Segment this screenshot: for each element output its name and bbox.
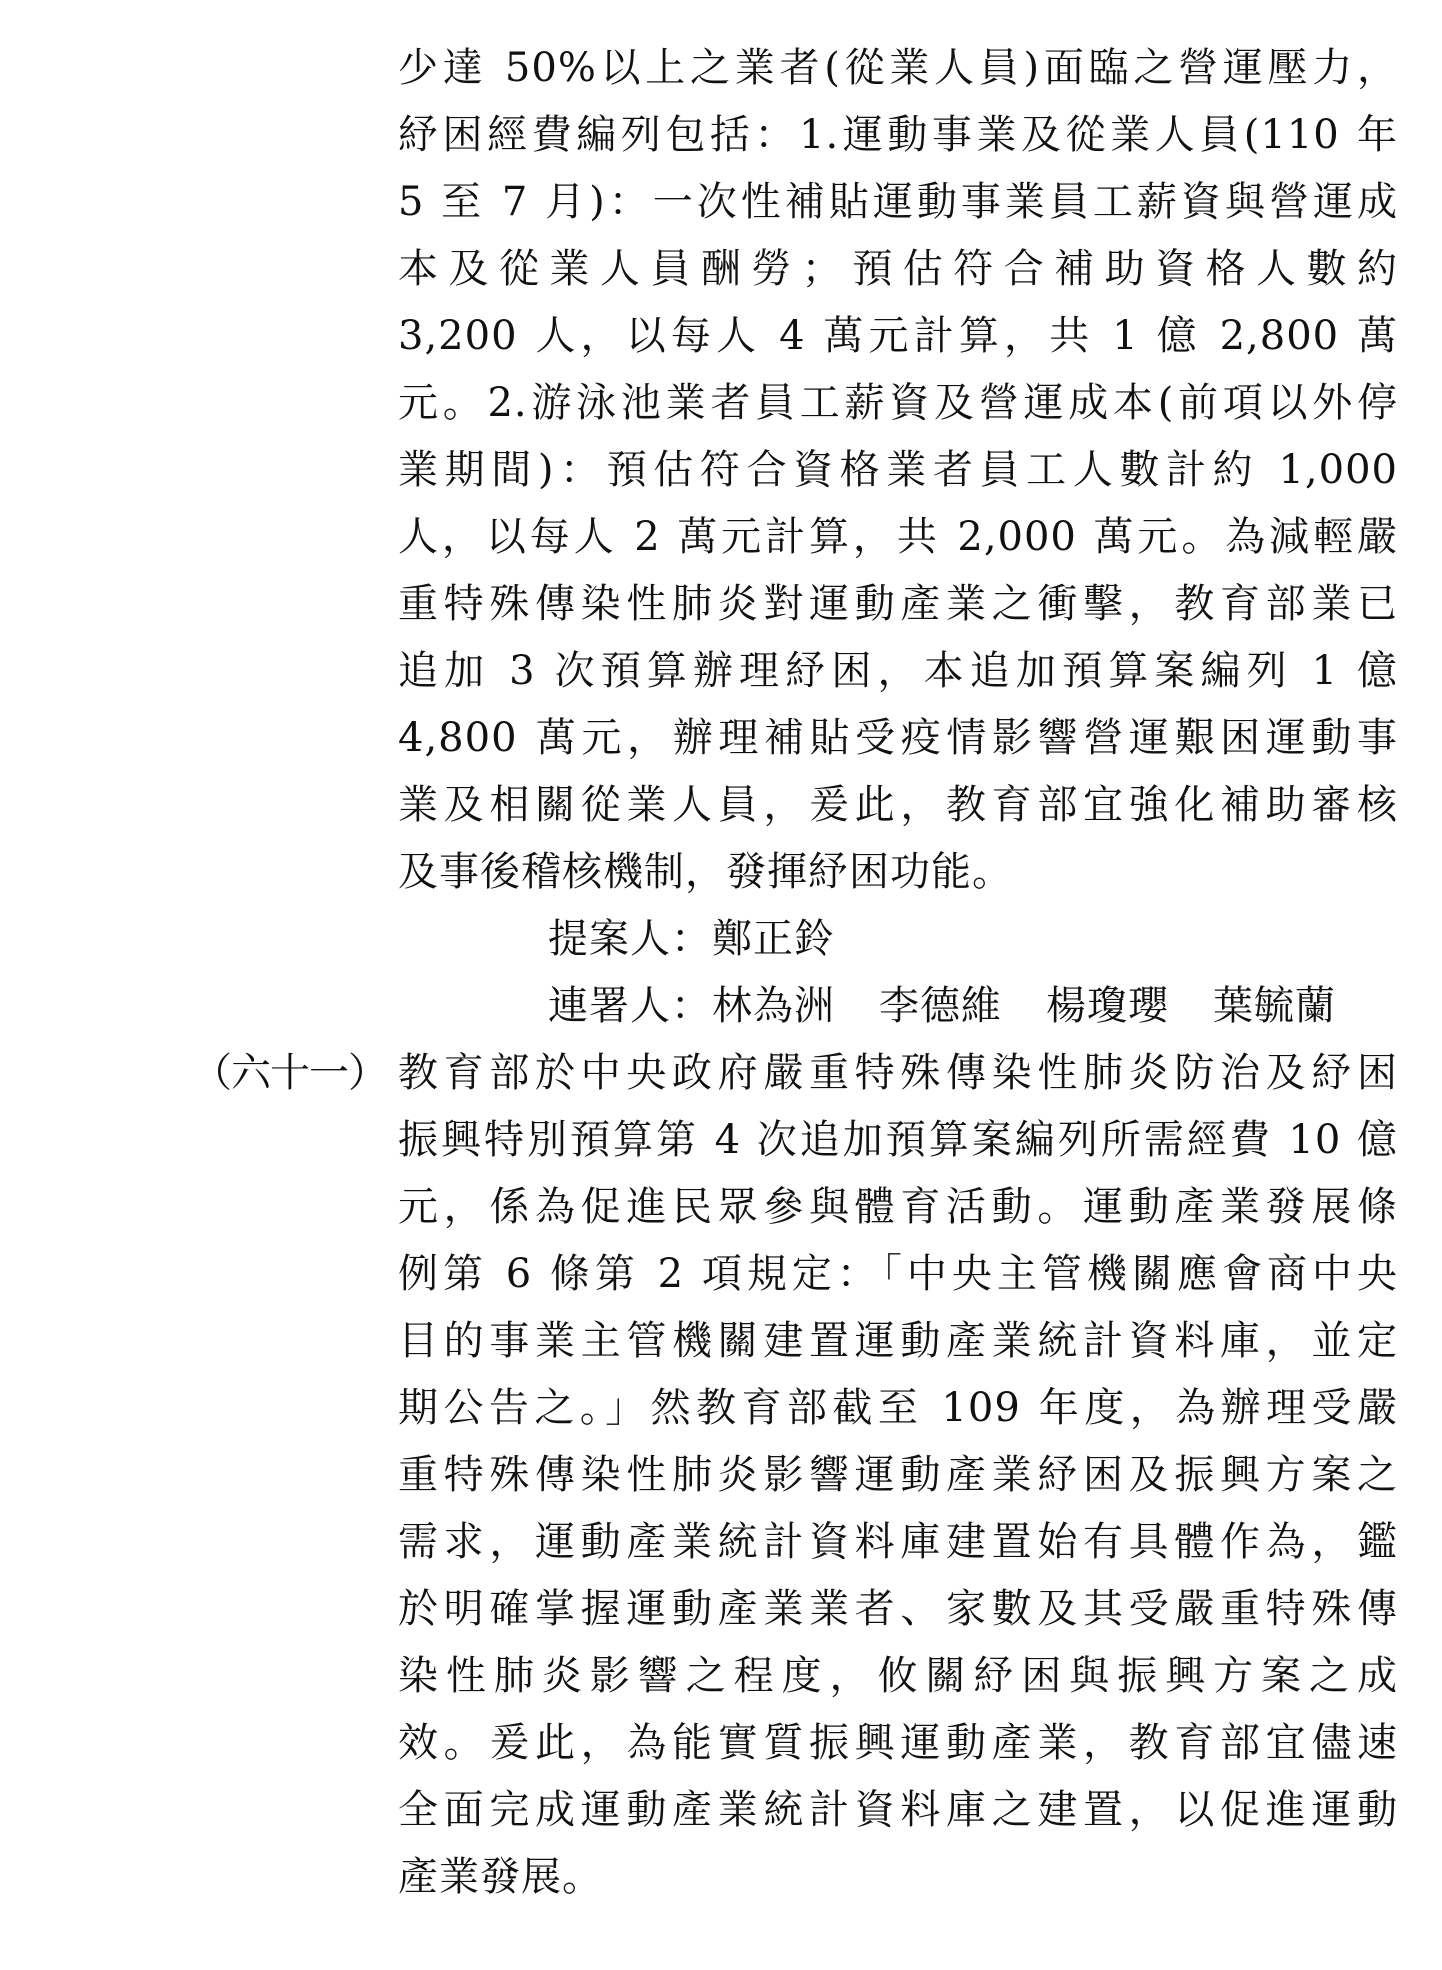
paragraph-line: 目的事業主管機關建置運動產業統計資料庫，並定 — [398, 1318, 1398, 1364]
paragraph-line: 需求，運動產業統計資料庫建置始有具體作為，鑑 — [398, 1519, 1398, 1565]
cosigner-name: 楊瓊瓔 — [1046, 983, 1169, 1029]
proposer-name: 鄭正鈴 — [712, 916, 835, 962]
proposer-line — [548, 905, 1398, 973]
paragraph-line: 產業發展。 — [398, 1854, 603, 1900]
paragraph-line: 振興特別預算第 4 次追加預算案編列所需經費 10 億 — [398, 1117, 1398, 1163]
paragraph-line: 染性肺炎影響之程度，攸關紓困與振興方案之成 — [398, 1653, 1398, 1699]
paragraph-line: 業期間)：預估符合資格業者員工人數計約 1,000 — [398, 447, 1398, 493]
paragraph-line: 期公告之。」然教育部截至 109 年度，為辦理受嚴 — [398, 1385, 1398, 1431]
paragraph-line: 3,200 人，以每人 4 萬元計算，共 1 億 2,800 萬 — [398, 313, 1398, 359]
paragraph-line: 本及從業人員酬勞；預估符合補助資格人數約 — [398, 246, 1398, 292]
paragraph-line: 少達 50%以上之業者(從業人員)面臨之營運壓力， — [398, 45, 1398, 91]
paragraph-line: 重特殊傳染性肺炎對運動產業之衝擊，教育部業已 — [398, 581, 1398, 627]
cosigners-line — [548, 972, 1398, 1040]
paragraph-line: 例第 6 條第 2 項規定：「中央主管機關應會商中央 — [398, 1251, 1398, 1297]
paragraph-line: 教育部於中央政府嚴重特殊傳染性肺炎防治及紓困 — [398, 1050, 1398, 1096]
paragraph-line: 4,800 萬元，辦理補貼受疫情影響營運艱困運動事 — [398, 715, 1398, 761]
item-number-label: （六十一） — [192, 1050, 387, 1096]
proposer-label: 提案人： — [548, 916, 712, 962]
cosigner-name: 李德維 — [879, 983, 1002, 1029]
paragraph-line: 重特殊傳染性肺炎影響運動產業紓困及振興方案之 — [398, 1452, 1398, 1498]
paragraph-line: 效。爰此，為能實質振興運動產業，教育部宜儘速 — [398, 1720, 1398, 1766]
cosigner-names — [712, 983, 1336, 1029]
paragraph-line: 及事後稽核機制，發揮紓困功能。 — [398, 849, 1013, 895]
paragraph-line: 追加 3 次預算辦理紓困，本追加預算案編列 1 億 — [398, 648, 1398, 694]
cosigner-name: 林為洲 — [712, 983, 835, 1029]
paragraph-line: 人，以每人 2 萬元計算，共 2,000 萬元。為減輕嚴 — [398, 514, 1398, 560]
paragraph-line: 紓困經費編列包括：1.運動事業及從業人員(110 年 — [398, 112, 1398, 158]
paragraph-line: 全面完成運動產業統計資料庫之建置，以促進運動 — [398, 1787, 1398, 1833]
paragraph-line: 於明確掌握運動產業業者、家數及其受嚴重特殊傳 — [398, 1586, 1398, 1632]
paragraph-line: 元。2.游泳池業者員工薪資及營運成本(前項以外停 — [398, 380, 1398, 426]
paragraph-line: 元，係為促進民眾參與體育活動。運動產業發展條 — [398, 1184, 1398, 1230]
paragraph-line: 業及相關從業人員，爰此，教育部宜強化補助審核 — [398, 782, 1398, 828]
paragraph-line: 5 至 7 月)：一次性補貼運動事業員工薪資與營運成 — [398, 179, 1398, 225]
cosigner-name: 葉毓蘭 — [1213, 983, 1336, 1029]
cosigners-label: 連署人： — [548, 983, 712, 1029]
